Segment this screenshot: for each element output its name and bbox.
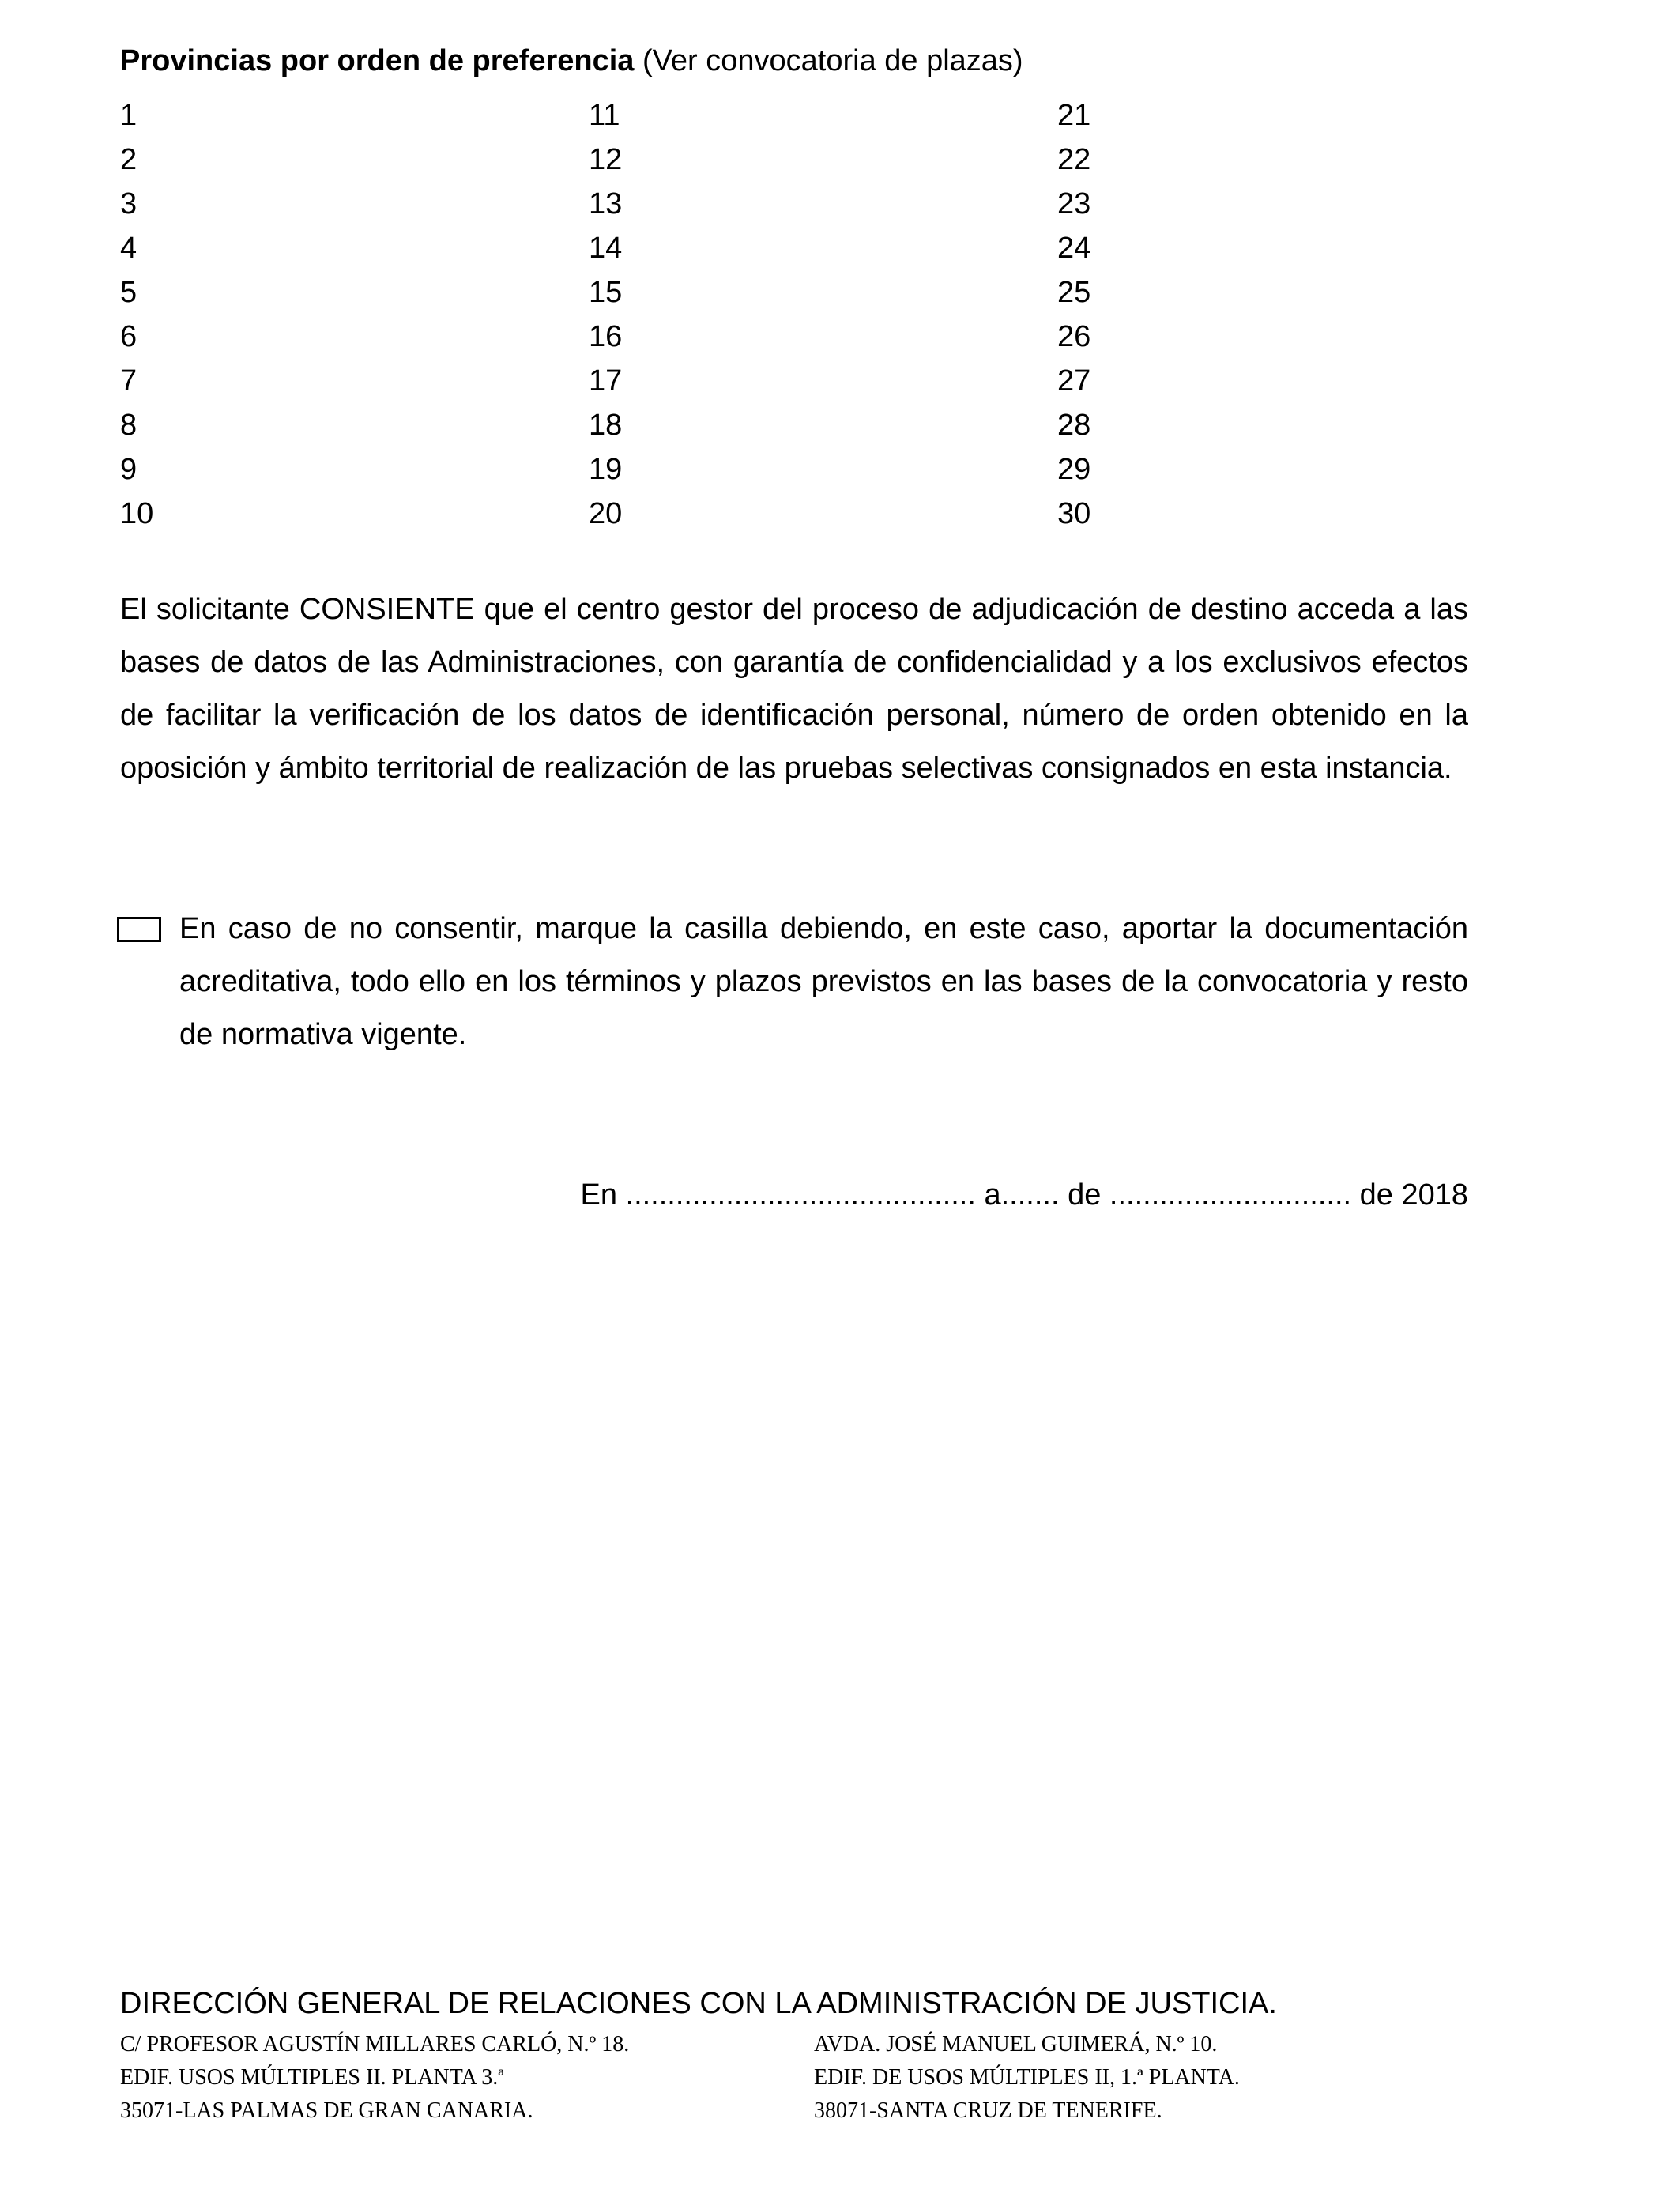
address-line: C/ PROFESOR AGUSTÍN MILLARES CARLÓ, N.º 18. <box>120 2032 630 2056</box>
preference-number: 19 <box>589 453 623 486</box>
heading-bold: Provincias por orden de preferencia <box>120 44 635 77</box>
address-line: 38071-SANTA CRUZ DE TENERIFE. <box>814 2098 1162 2123</box>
preference-number: 15 <box>589 276 623 309</box>
preference-number: 22 <box>1057 143 1091 176</box>
heading-note: (Ver convocatoria de plazas) <box>634 44 1023 77</box>
preference-number: 29 <box>1057 453 1091 486</box>
address-santa-cruz <box>814 2028 1240 2128</box>
consent-paragraph: El solicitante CONSIENTE que el centro gestor del proceso de adjudicación de destino acceda a las bases de datos de las Administraciones, con garantía de confidencialidad y a los exclusivos efectos de facilitar la verificación de los datos de identificación personal, número de orden obtenido en la oposición y ámbito territorial de realización de las pruebas selectivas consignados en esta instancia. <box>120 593 1468 785</box>
address-line: AVDA. JOSÉ MANUEL GUIMERÁ, N.º 10. <box>814 2032 1218 2056</box>
preference-number: 18 <box>589 409 623 442</box>
address-las-palmas <box>120 2028 629 2128</box>
preference-number: 6 <box>120 320 137 353</box>
preference-number: 25 <box>1057 276 1091 309</box>
preference-column-2 <box>589 93 622 536</box>
preference-number: 8 <box>120 409 137 442</box>
preference-number: 16 <box>589 320 623 353</box>
preference-number: 17 <box>589 364 623 398</box>
preference-number: 2 <box>120 143 137 176</box>
preference-number: 23 <box>1057 187 1091 221</box>
preference-number: 7 <box>120 364 137 398</box>
address-line: 35071-LAS PALMAS DE GRAN CANARIA. <box>120 2098 533 2123</box>
section-heading <box>120 41 1023 81</box>
preference-number: 11 <box>589 99 620 132</box>
preference-number: 1 <box>120 99 137 132</box>
preference-number: 26 <box>1057 320 1091 353</box>
no-consent-text: En caso de no consentir, marque la casilla debiendo, en este caso, aportar la documentación acreditativa, todo ello en los términos y plazos previstos en las bases de la convocatoria y resto de normativa vigente. <box>179 912 1468 1051</box>
preference-number: 21 <box>1057 99 1091 132</box>
preference-column-3 <box>1057 93 1090 536</box>
address-line: EDIF. USOS MÚLTIPLES II. PLANTA 3.ª <box>120 2065 505 2090</box>
preference-number: 14 <box>589 232 623 265</box>
preference-number: 28 <box>1057 409 1091 442</box>
preference-number: 4 <box>120 232 137 265</box>
preference-number: 20 <box>589 497 623 530</box>
preference-number: 24 <box>1057 232 1091 265</box>
preference-number: 5 <box>120 276 137 309</box>
date-line: En .......................................... a....... de ............................. de 2018 <box>580 1178 1468 1212</box>
no-consent-checkbox[interactable] <box>117 917 161 942</box>
preference-number: 9 <box>120 453 137 486</box>
preference-number: 3 <box>120 187 137 221</box>
preference-number: 30 <box>1057 497 1091 530</box>
preference-number: 10 <box>120 497 154 530</box>
preference-number: 27 <box>1057 364 1091 398</box>
preference-number: 12 <box>589 143 623 176</box>
footer-title: DIRECCIÓN GENERAL DE RELACIONES CON LA ADMINISTRACIÓN DE JUSTICIA. <box>120 1987 1277 2020</box>
preference-column-1 <box>120 93 153 536</box>
preference-number: 13 <box>589 187 623 221</box>
address-line: EDIF. DE USOS MÚLTIPLES II, 1.ª PLANTA. <box>814 2065 1240 2090</box>
